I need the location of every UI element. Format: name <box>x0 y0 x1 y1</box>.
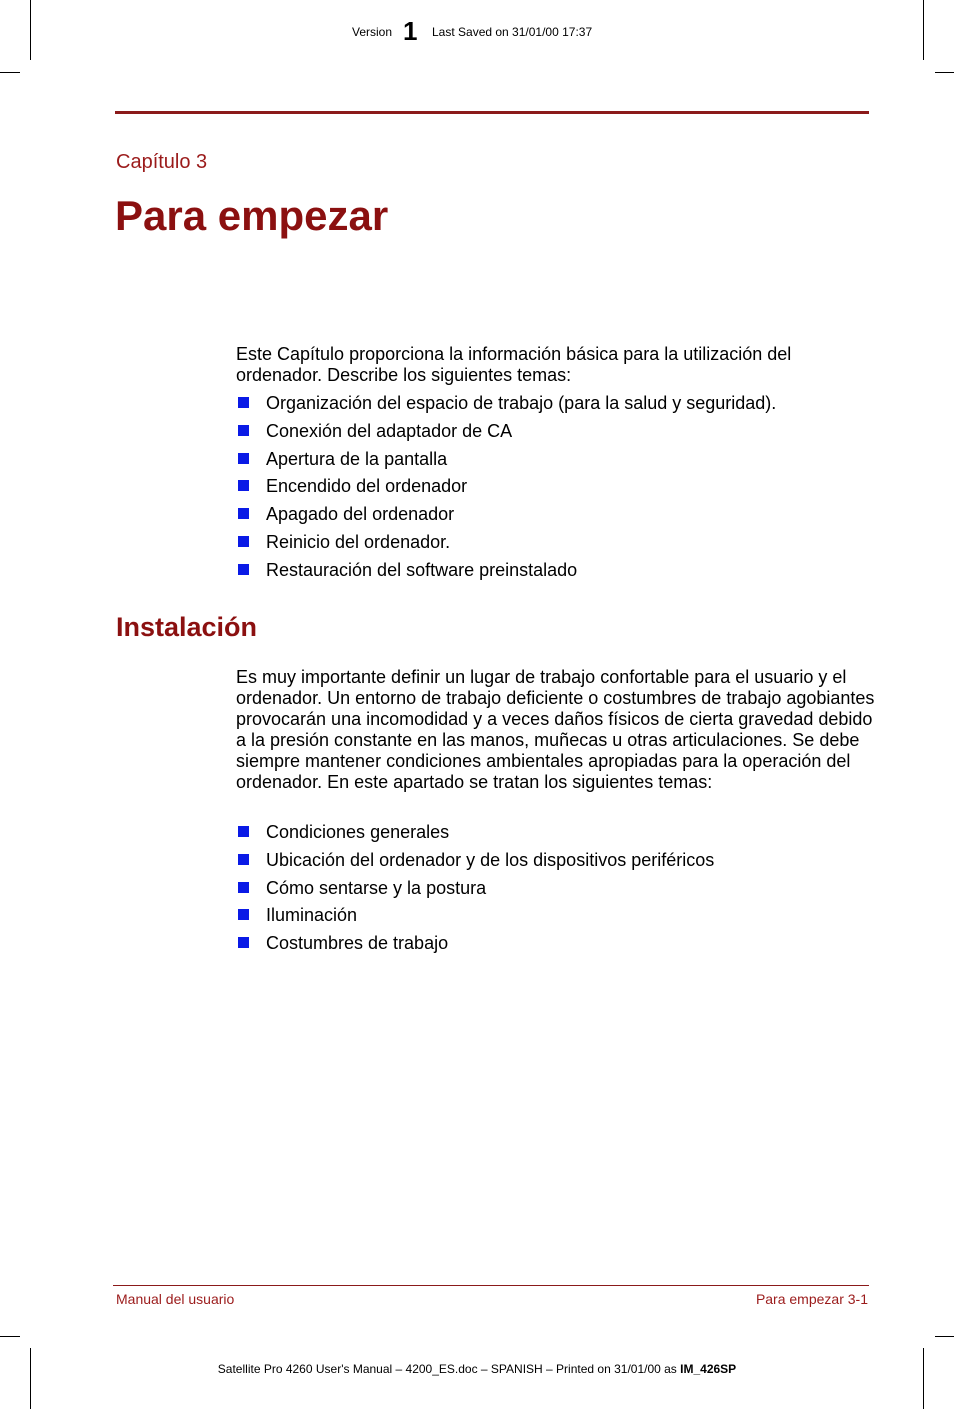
section-title-instalacion: Instalación <box>116 612 258 642</box>
crop-mark <box>923 1348 924 1409</box>
top-rule <box>115 111 869 114</box>
print-info <box>0 1362 954 1376</box>
chapter-label: Capítulo 3 <box>116 151 208 173</box>
square-bullet-icon <box>238 508 249 519</box>
intro-topic-list <box>236 392 776 587</box>
list-item-text: Condiciones generales <box>266 822 450 842</box>
footer-manual-title: Manual del usuario <box>116 1291 235 1307</box>
instalacion-paragraph: Es muy importante definir un lugar de trabajo confortable para el usuario y el ordenador. Un entorno de trabajo deficiente o costumbres de trabajo agobiantes provocarán una incomodidad y a veces daños físicos de cierta gravedad debido a la presión constante en las manos, muñecas u otras articulaciones. Se debe siempre mantener condiciones ambientales apropiadas para la operación del ordenador. En este apartado se tratan los siguientes temas: <box>236 667 875 792</box>
square-bullet-icon <box>238 882 249 893</box>
square-bullet-icon <box>238 453 249 464</box>
list-item <box>236 877 714 905</box>
list-item-text: Organización del espacio de trabajo (para la salud y seguridad). <box>266 393 777 413</box>
list-item-text: Restauración del software preinstalado <box>266 559 578 580</box>
crop-mark <box>935 1336 954 1337</box>
square-bullet-icon <box>238 937 249 948</box>
version-label: Version <box>352 25 393 39</box>
square-bullet-icon <box>238 826 249 837</box>
instalacion-topic-list <box>236 821 714 960</box>
list-item <box>236 531 776 559</box>
square-bullet-icon <box>238 564 249 575</box>
list-item-text: Conexión del adaptador de CA <box>266 420 513 441</box>
list-item-text: Iluminación <box>266 905 358 926</box>
print-info-text: Satellite Pro 4260 User's Manual – 4200_ES.doc – SPANISH – Printed on 31/01/00 as <box>217 1362 677 1376</box>
crop-mark <box>0 1336 20 1337</box>
list-item <box>236 420 776 448</box>
list-item-text: Apagado del ordenador <box>266 504 455 525</box>
page-title: Para empezar <box>115 192 389 239</box>
document-header <box>0 16 954 46</box>
list-item-text: Encendido del ordenador <box>266 476 468 497</box>
square-bullet-icon <box>238 425 249 436</box>
crop-mark <box>935 72 954 73</box>
square-bullet-icon <box>238 854 249 865</box>
intro-paragraph: Este Capítulo proporciona la información básica para la utilización del ordenador. Describe los siguientes temas: <box>236 344 792 385</box>
list-item <box>236 559 776 587</box>
last-saved: Last Saved on 31/01/00 17:37 <box>432 25 593 39</box>
list-item <box>236 392 776 420</box>
list-item <box>236 448 776 476</box>
crop-mark <box>30 1348 31 1409</box>
square-bullet-icon <box>238 536 249 547</box>
list-item-text: Ubicación del ordenador y de los dispositivos periféricos <box>266 849 715 870</box>
square-bullet-icon <box>238 909 249 920</box>
list-item-text: Costumbres de trabajo <box>266 933 449 954</box>
list-item <box>236 849 714 877</box>
square-bullet-icon <box>238 480 249 491</box>
footer-page-number: Para empezar 3-1 <box>755 1291 868 1307</box>
version-number: 1 <box>403 16 418 46</box>
crop-mark <box>0 72 20 73</box>
list-item <box>236 475 776 503</box>
list-item <box>236 503 776 531</box>
print-info-code: IM_426SP <box>680 1362 737 1376</box>
list-item <box>236 932 714 960</box>
list-item <box>236 904 714 932</box>
square-bullet-icon <box>238 397 249 408</box>
list-item-text: Cómo sentarse y la postura <box>266 877 487 898</box>
list-item-text: Apertura de la pantalla <box>266 448 448 469</box>
list-item-text: Reinicio del ordenador. <box>266 531 451 552</box>
footer-rule <box>113 1285 869 1286</box>
list-item <box>236 821 714 849</box>
